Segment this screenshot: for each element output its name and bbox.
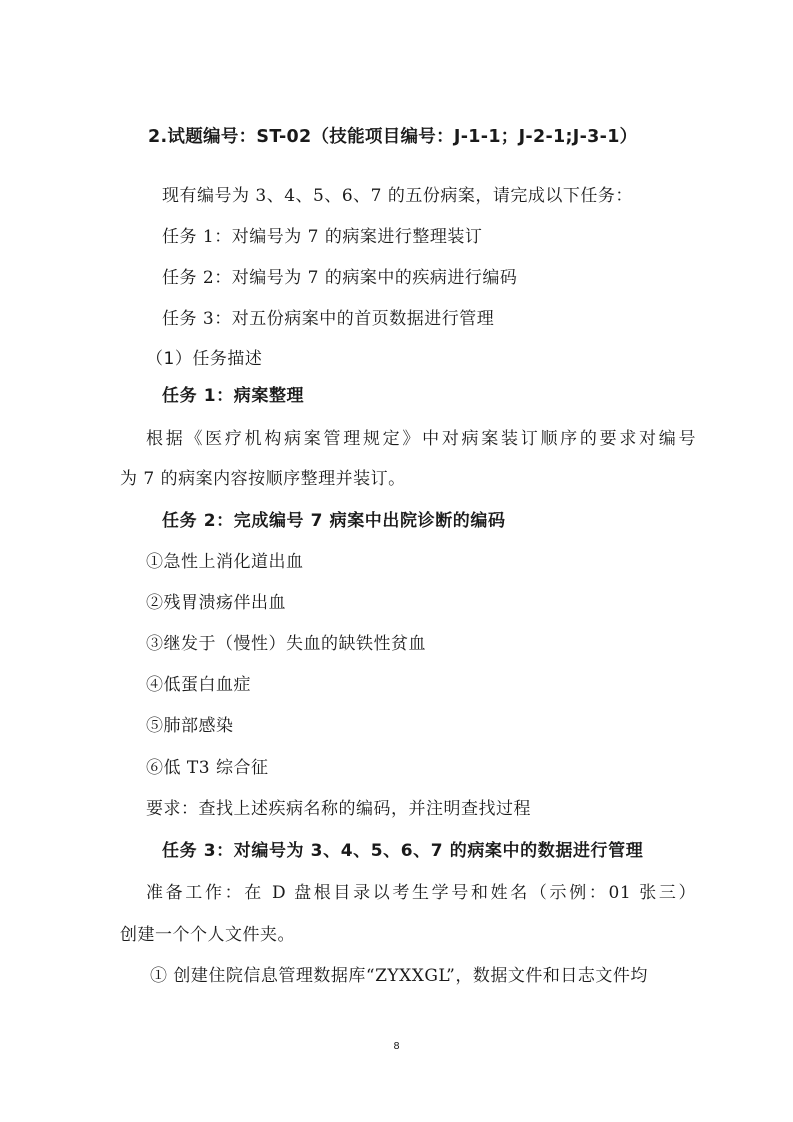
task-list-item: 任务 1：对编号为 7 的病案进行整理装订 xyxy=(162,227,483,247)
diagnosis-item: ②残胃溃疡伴出血 xyxy=(146,593,286,613)
diagnosis-item: ⑥低 T3 综合征 xyxy=(146,758,269,778)
task3-prep-line1: 准备工作：在 D 盘根目录以考生学号和姓名（示例：01 张三） xyxy=(146,883,696,903)
task-list-item: 任务 3：对五份病案中的首页数据进行管理 xyxy=(162,309,495,329)
task1-paragraph-line1: 根据《医疗机构病案管理规定》中对病案装订顺序的要求对编号 xyxy=(146,429,696,449)
task2-heading: 任务 2：完成编号 7 病案中出院诊断的编码 xyxy=(162,511,506,531)
task3-heading: 任务 3：对编号为 3、4、5、6、7 的病案中的数据进行管理 xyxy=(162,841,644,861)
page-number: 8 xyxy=(393,1041,400,1052)
diagnosis-item: ④低蛋白血症 xyxy=(146,675,251,695)
section-heading: （1）任务描述 xyxy=(146,349,263,369)
task3-prep-line2: 创建一个个人文件夹。 xyxy=(120,925,295,945)
task1-heading: 任务 1：病案整理 xyxy=(162,386,305,406)
task-list-item: 任务 2：对编号为 7 的病案中的疾病进行编码 xyxy=(162,268,518,288)
diagnosis-item: ③继发于（慢性）失血的缺铁性贫血 xyxy=(146,634,426,654)
intro-text: 现有编号为 3、4、5、6、7 的五份病案，请完成以下任务： xyxy=(162,186,633,206)
task3-step1: ① 创建住院信息管理数据库“ZYXXGL”，数据文件和日志文件均 xyxy=(150,966,648,986)
diagnosis-item: ⑤肺部感染 xyxy=(146,716,234,736)
exam-title: 2.试题编号：ST-02（技能项目编号：J-1-1；J-2-1;J-3-1） xyxy=(148,127,638,147)
diagnosis-item: ①急性上消化道出血 xyxy=(146,552,304,572)
task2-requirement: 要求：查找上述疾病名称的编码，并注明查找过程 xyxy=(146,799,531,819)
task1-paragraph-line2: 为 7 的病案内容按顺序整理并装订。 xyxy=(120,469,406,489)
